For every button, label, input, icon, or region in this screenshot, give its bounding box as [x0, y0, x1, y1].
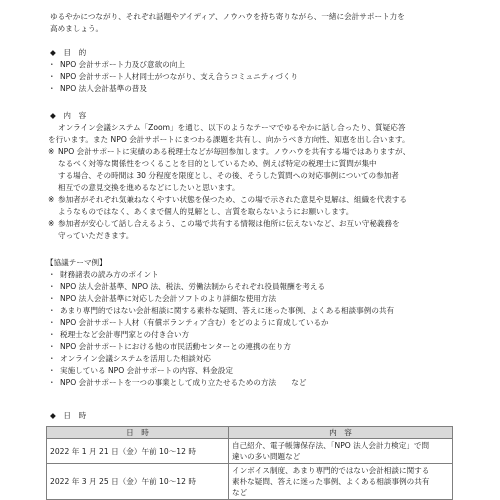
note-line: ようなものではなく、あくまで個人的見解とし、言質を取らないようにお願いします。 [58, 207, 354, 216]
intro-line-2: 高めましょう。 [50, 24, 104, 33]
schedule-content-line: 自己紹介、電子帳簿保存法、「NPO 法人会計力検定」で問 [232, 441, 430, 450]
topic-item-text: NPO 会計サポート人材（有償ボランティア含む）をどのように育成しているか [60, 318, 329, 327]
note-line: なるべく対等な関係性をつくることを目的としているため、例えば特定の税理士に質問が集中 [58, 159, 377, 168]
note-line: NPO 会計サポートに実績のある税理士などが毎回参加します。ノウハウを共有する場ではありますが、 [58, 147, 411, 156]
schedule-table [46, 426, 453, 500]
table-row [47, 464, 453, 500]
content-line-1: オンライン会議システム「Zoom」を通じ、以下のようなテーマでゆるやかに話し合ったり、質疑応答 [58, 123, 406, 132]
bullet-marker: ・ [48, 282, 56, 291]
topic-item-text: NPO 会計サポートにおける他の市民活動センターとの連携の在り方 [60, 342, 291, 351]
note-line: 相互での意見交換を進めるなどにしたいと思います。 [58, 183, 240, 192]
bullet-marker: ・ [48, 60, 56, 69]
topic-item-text: 実施している NPO 会計サポートの内容、料金設定 [60, 366, 233, 375]
bullet-marker: ・ [48, 306, 56, 315]
schedule-content-line: 違いの多い問題など [232, 452, 301, 461]
topic-item-text: あまり専門的ではない会計相談に関する素朴な疑問、答えに迷った事例、よくある相談事例の共有 [60, 306, 395, 315]
purpose-heading: ◆ 目 的 [50, 48, 87, 57]
note-marker: ※ [48, 147, 55, 156]
bullet-marker: ・ [48, 342, 56, 351]
bullet-marker: ・ [48, 72, 56, 81]
schedule-content [229, 439, 453, 464]
bullet-marker: ・ [48, 318, 56, 327]
note-marker: ※ [48, 195, 55, 204]
schedule-content-line: など [232, 488, 248, 497]
note-line: 守っていただきます。 [58, 231, 134, 240]
intro-line-1: ゆるやかにつながり、それぞれ話題やアイディア、ノウハウを持ち寄りながら、一緒に会計サポート力を [50, 12, 405, 21]
schedule-date: 2022 年 3 月 25 日（金）午前 10～12 時 [47, 464, 229, 500]
schedule-content-line: 素朴な疑問、答えに迷った事例、よくある相談事例の共有 [232, 477, 430, 486]
table-row [47, 439, 453, 464]
bullet-marker: ・ [48, 84, 56, 93]
topic-item-text: NPO 法人会計基準に対応した会計ソフトのより詳細な使用方法 [60, 294, 277, 303]
schedule-date: 2022 年 1 月 21 日（金）午前 10～12 時 [47, 439, 229, 464]
note-line: 参加者が安心して話し合えるよう、この場で共有する情報は他所に伝えないなど、お互い守秘義務を [58, 219, 400, 228]
topic-item-text: NPO 法人会計基準、NPO 法、税法、労働法制からそれぞれ役員報酬を考える [60, 282, 326, 291]
bullet-marker: ・ [48, 330, 56, 339]
purpose-item-text: NPO 法人会計基準の普及 [60, 84, 147, 93]
topics-heading: 【協議テーマ例】 [46, 258, 107, 267]
topic-item-text: NPO 会計サポートを一つの事業として成り立たせるための方法 など [60, 378, 307, 387]
note-line: 参加者がそれぞれ気兼ねなくやすい状態を保つため、この場で示された意見や見解は、組織を代表する [58, 195, 408, 204]
bullet-marker: ・ [48, 378, 56, 387]
content-heading: ◆ 内 容 [50, 111, 87, 120]
purpose-item-text: NPO 会計サポート人材同士がつながり、支え合うコミュニティづくり [60, 72, 299, 81]
schedule-header-content: 内 容 [229, 427, 453, 439]
bullet-marker: ・ [48, 270, 56, 279]
schedule-content [229, 464, 453, 500]
topic-item-text: 税理士など会計専門家との付き合い方 [60, 330, 190, 339]
note-line: する場合、その時間は 30 分程度を限度とし、その後、そうした質問への対応事例についての参加者 [58, 171, 399, 180]
topic-item-text: 財務諸表の読み方のポイント [60, 270, 159, 279]
purpose-item-text: NPO 会計サポート力及び意欲の向上 [60, 60, 185, 69]
schedule-heading: ◆ 日 時 [50, 411, 87, 420]
note-marker: ※ [48, 219, 55, 228]
topic-item-text: オンライン会議システムを活用した相談対応 [60, 354, 211, 363]
schedule-header-date: 日 時 [47, 427, 229, 439]
bullet-marker: ・ [48, 366, 56, 375]
schedule-content-line: インボイス制度、あまり専門的ではない会計相談に関する [232, 466, 430, 475]
content-line-2: を行います。また NPO 会計サポートにまつわる課題を共有し、向かうべき方向性、知恵を出し合います。 [48, 135, 410, 144]
bullet-marker: ・ [48, 354, 56, 363]
bullet-marker: ・ [48, 294, 56, 303]
